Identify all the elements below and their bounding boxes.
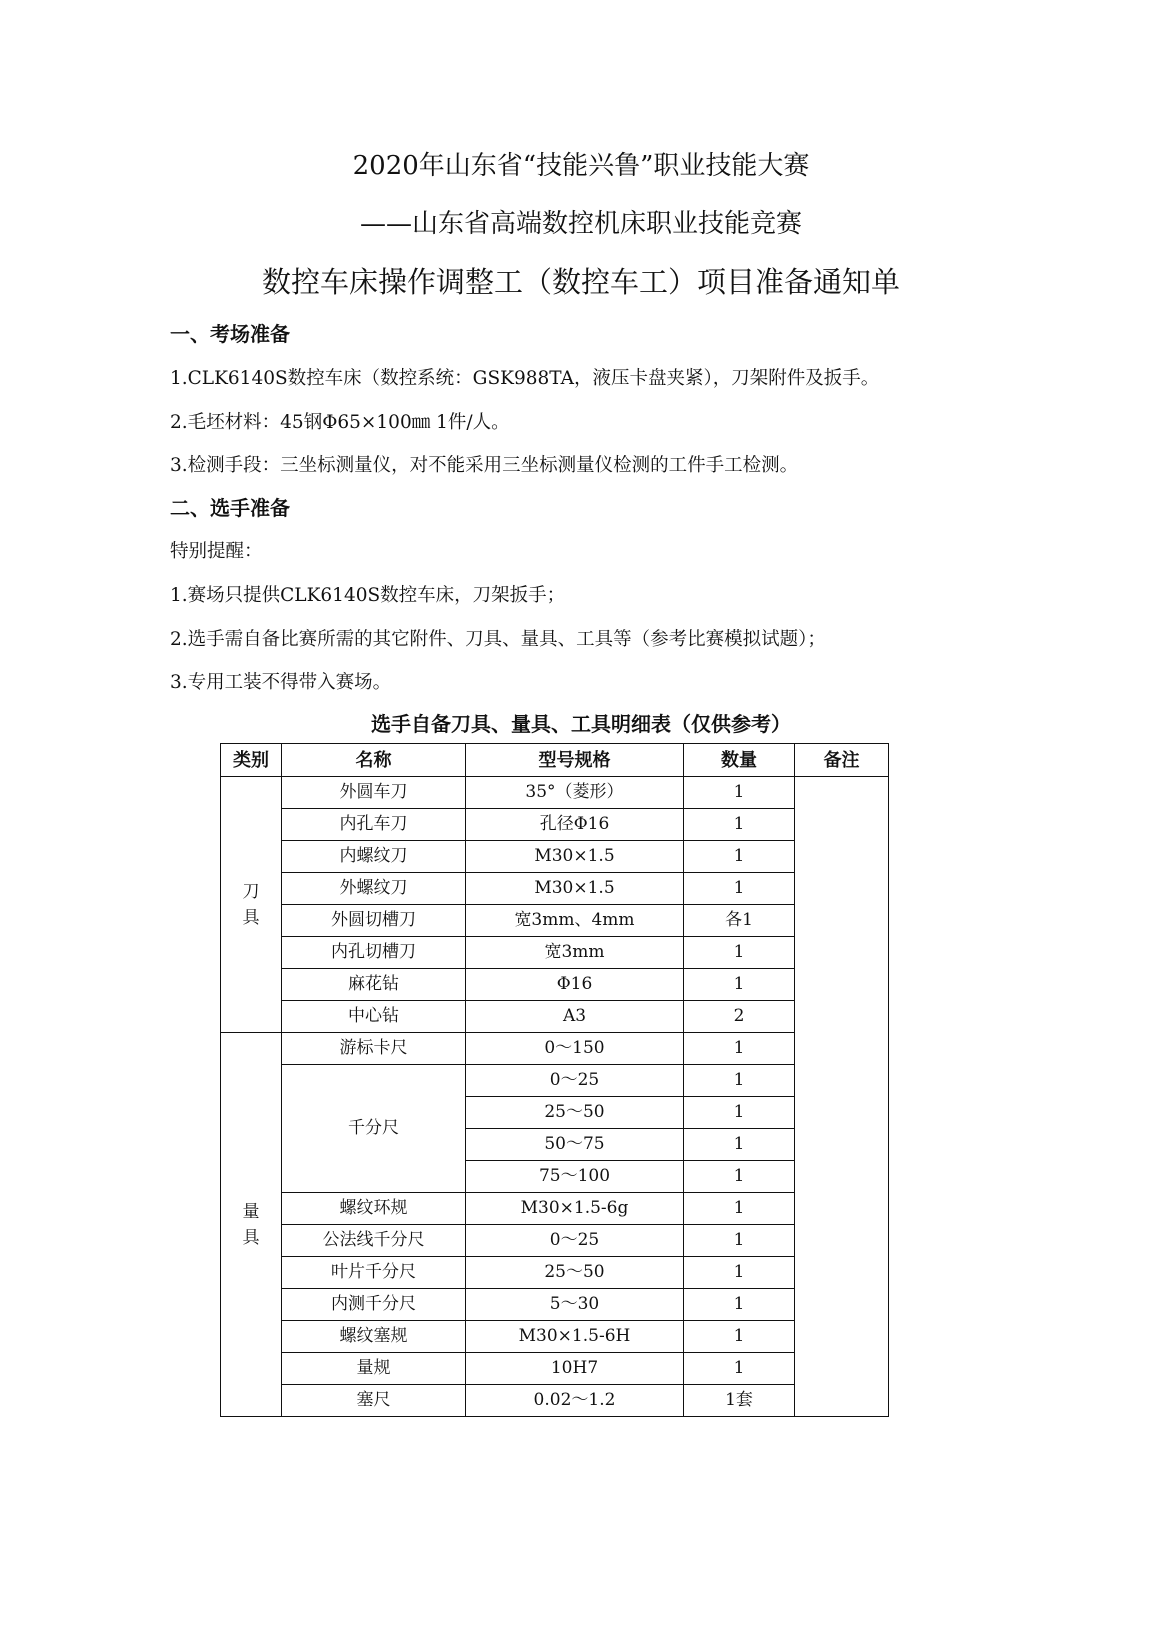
table-row [221,1001,889,1033]
qty-cell: 1 [684,1321,795,1353]
remarks-cell [795,777,889,1417]
spec-cell: 75～100 [466,1161,684,1193]
name-cell: 叶片千分尺 [282,1257,466,1289]
qty-cell: 1 [684,1225,795,1257]
table-row [221,1225,889,1257]
category-cell: 量 具 [221,1033,282,1417]
section-1-item: 3.检测手段：三坐标测量仪，对不能采用三坐标测量仪检测的工件手工检测。 [170,455,799,476]
tools-table [220,743,889,1417]
table-row [221,1193,889,1225]
spec-cell: 25～50 [466,1257,684,1289]
qty-cell: 1 [684,1033,795,1065]
table-row [221,1257,889,1289]
qty-cell: 1 [684,1289,795,1321]
spec-cell: 35°（菱形） [466,777,684,809]
section-2-heading: 二、选手准备 [170,496,290,520]
header-category: 类别 [221,744,282,777]
section-2-item: 3.专用工装不得带入赛场。 [170,672,392,693]
spec-cell: 宽3mm [466,937,684,969]
table-row [221,1065,889,1097]
name-cell: 螺纹环规 [282,1193,466,1225]
spec-cell: 25～50 [466,1097,684,1129]
name-cell: 外圆切槽刀 [282,905,466,937]
section-2-item: 1.赛场只提供CLK6140S数控车床，刀架扳手； [170,585,566,606]
spec-cell: Φ16 [466,969,684,1001]
qty-cell: 1 [684,1353,795,1385]
name-cell: 塞尺 [282,1385,466,1417]
spec-cell: 宽3mm、4mm [466,905,684,937]
header-qty: 数量 [684,744,795,777]
table-row [221,937,889,969]
name-cell: 内孔车刀 [282,809,466,841]
section-2-item: 2.选手需自备比赛所需的其它附件、刀具、量具、工具等（参考比赛模拟试题）； [170,629,826,650]
name-cell: 螺纹塞规 [282,1321,466,1353]
spec-cell: M30×1.5-6g [466,1193,684,1225]
table-row [221,1033,889,1065]
name-cell: 量规 [282,1353,466,1385]
qty-cell: 1 [684,809,795,841]
name-cell: 内测千分尺 [282,1289,466,1321]
header-name: 名称 [282,744,466,777]
table-row [221,809,889,841]
table-header-row [221,744,889,777]
spec-cell: 0～25 [466,1225,684,1257]
header-remarks: 备注 [795,744,889,777]
table-row [221,1353,889,1385]
name-cell: 外圆车刀 [282,777,466,809]
qty-cell: 1 [684,969,795,1001]
section-1-item: 2.毛坯材料：45钢Φ65×100㎜ 1件/人。 [170,412,510,433]
spec-cell: 50～75 [466,1129,684,1161]
table-row [221,873,889,905]
qty-cell: 1 [684,1193,795,1225]
title-line-1: 2020年山东省“技能兴鲁”职业技能大赛 [352,151,810,181]
title-line-2: ——山东省高端数控机床职业技能竞赛 [359,209,802,239]
table-row [221,969,889,1001]
qty-cell: 1 [684,1257,795,1289]
spec-cell: 0.02～1.2 [466,1385,684,1417]
table-row [221,1385,889,1417]
qty-cell: 1 [684,1161,795,1193]
qty-cell: 1 [684,937,795,969]
qty-cell: 1 [684,1097,795,1129]
qty-cell: 1 [684,1129,795,1161]
table-caption: 选手自备刀具、量具、工具明细表（仅供参考） [371,712,791,736]
name-cell: 外螺纹刀 [282,873,466,905]
section-1-item: 1.CLK6140S数控车床（数控系统：GSK988TA，液压卡盘夹紧），刀架附件及扳手。 [170,368,880,389]
spec-cell: A3 [466,1001,684,1033]
spec-cell: M30×1.5 [466,841,684,873]
spec-cell: 10H7 [466,1353,684,1385]
table-row [221,1321,889,1353]
name-cell: 公法线千分尺 [282,1225,466,1257]
header-spec: 型号规格 [466,744,684,777]
section-1-heading: 一、考场准备 [170,322,290,346]
category-cell: 刀 具 [221,777,282,1033]
qty-cell: 各1 [684,905,795,937]
spec-cell: 0～25 [466,1065,684,1097]
table-row [221,1289,889,1321]
qty-cell: 1 [684,1065,795,1097]
spec-cell: M30×1.5-6H [466,1321,684,1353]
qty-cell: 1 [684,873,795,905]
table-row [221,841,889,873]
qty-cell: 2 [684,1001,795,1033]
table-row [221,905,889,937]
section-2-note: 特别提醒： [170,541,263,562]
title-line-3: 数控车床操作调整工（数控车工）项目准备通知单 [261,265,900,299]
name-cell: 游标卡尺 [282,1033,466,1065]
spec-cell: M30×1.5 [466,873,684,905]
table-row [221,777,889,809]
name-cell: 中心钻 [282,1001,466,1033]
qty-cell: 1 [684,841,795,873]
name-cell: 千分尺 [282,1065,466,1193]
name-cell: 麻花钻 [282,969,466,1001]
spec-cell: 5～30 [466,1289,684,1321]
spec-cell: 0～150 [466,1033,684,1065]
qty-cell: 1套 [684,1385,795,1417]
name-cell: 内螺纹刀 [282,841,466,873]
qty-cell: 1 [684,777,795,809]
name-cell: 内孔切槽刀 [282,937,466,969]
spec-cell: 孔径Φ16 [466,809,684,841]
